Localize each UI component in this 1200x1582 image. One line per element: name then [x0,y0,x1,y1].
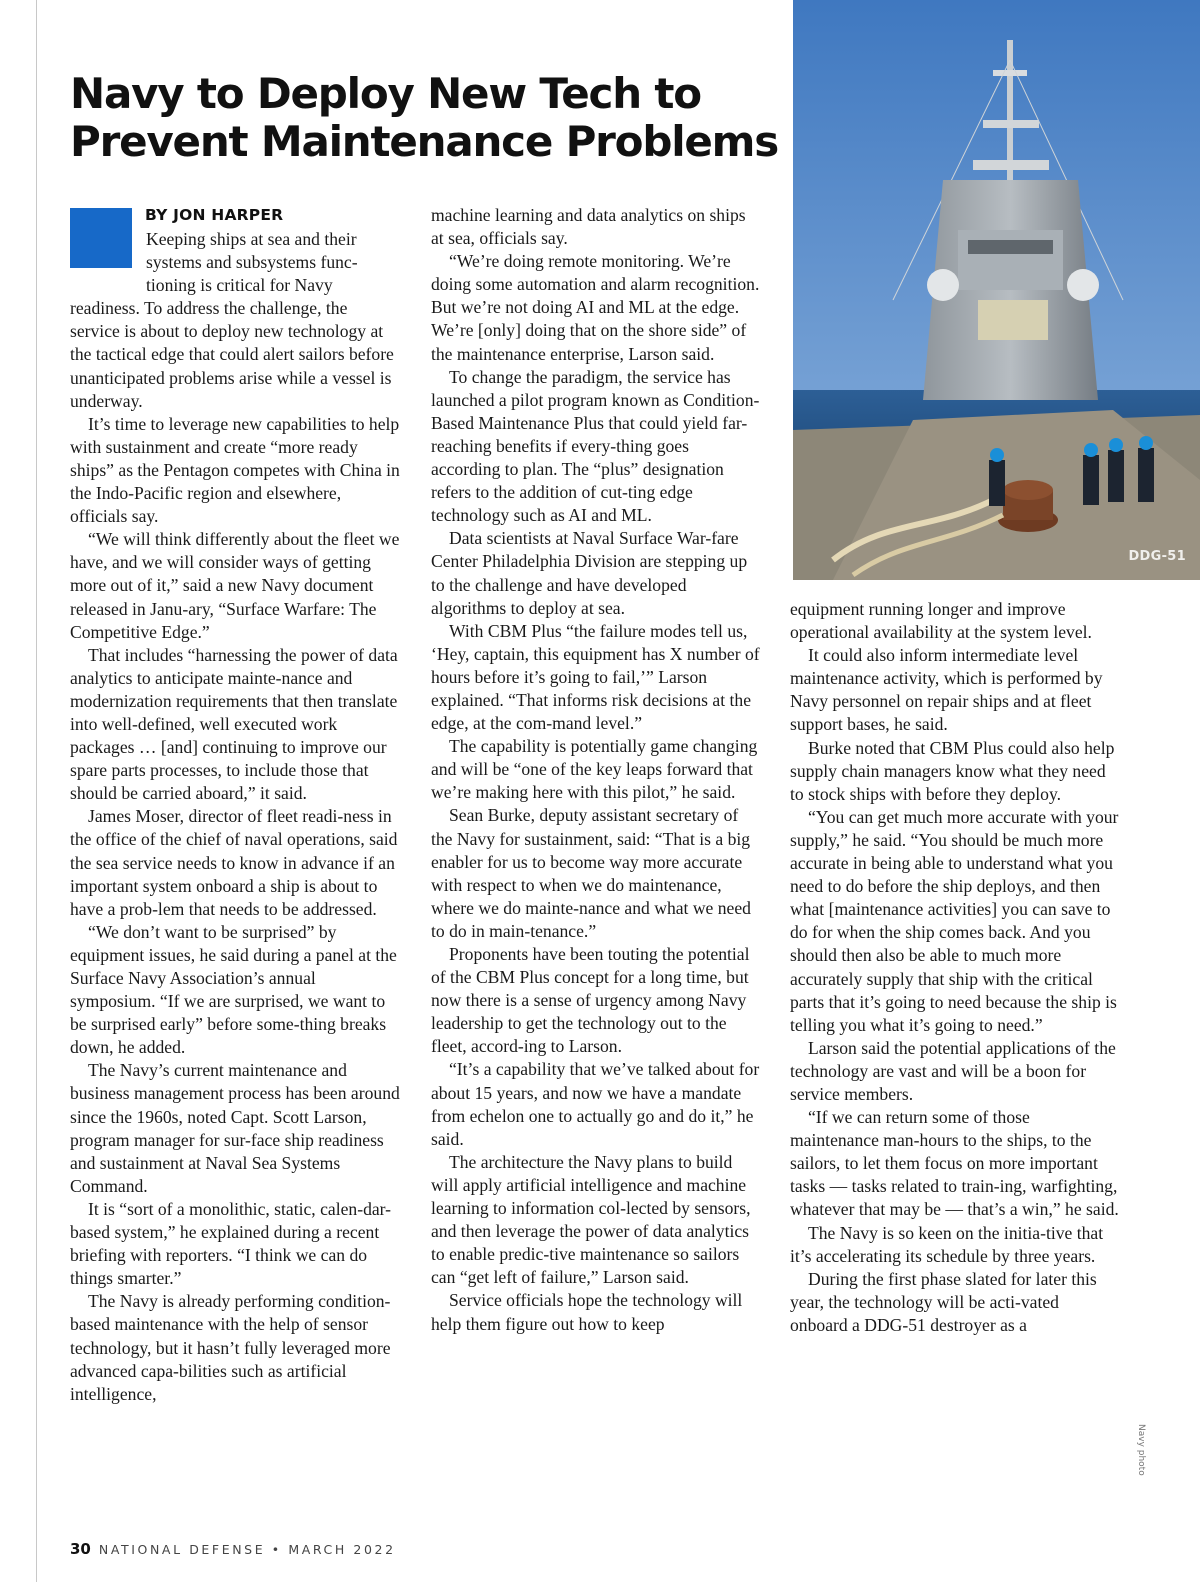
paragraph: Data scientists at Naval Surface War-fare Center Philadelphia Division are stepping up to the challenge and have developed algorithms to deploy at sea. [431,528,748,618]
paragraph: “You can get much more accurate with your supply,” he said. “You should be much more accurate in being able to understand what you need to do before the ship deploys, and then what [maintenance activities] you can save to do for when the ship comes back. And you should then also be able to much more accurately supply that ship with the critical parts that it’s going to need because the ship is telling you what it’s going to need.” [790,806,1119,1035]
ship-illustration [793,0,1200,580]
byline: BY JON HARPER [145,206,284,224]
paragraph: Service officials hope the technology will help them figure out how to keep [431,1290,743,1334]
paragraph: With CBM Plus “the failure modes tell us, ‘Hey, captain, this equipment has X number of hours before it’s going to fail,’” Larson explained. “That informs risk decisions at the edge, at the com-mand level.” [431,620,760,734]
destroyer-photo [793,0,1200,580]
publication-line: NATIONAL DEFENSE • MARCH 2022 [98,1542,396,1557]
article-headline [70,70,785,166]
paragraph: “We’re doing remote monitoring. We’re doing some automation and alarm recognition. But we’re not doing AI and ML at the edge. We’re [only] doing that on the shore side” of the maintenance enterprise, Larson said. [431,251,760,364]
paragraph: During the first phase slated for later this year, the technology will be acti-vated onboard a DDG-51 destroyer as a [790,1268,1097,1335]
paragraph: “If we can return some of those maintenance man-hours to the ships, to the sailors, to let them focus on more important tasks — tasks related to train-ing, warfighting, whatever that may be — that’s a win,” he said. [790,1107,1119,1220]
paragraph: “It’s a capability that we’ve talked about for about 15 years, and now we have a mandate from echelon one to actually go and do it,” he said. [431,1059,760,1149]
page-margin-rule [36,0,37,1582]
paragraph: “We don’t want to be surprised” by equipment issues, he said during a panel at the Surface Navy Association’s annual symposium. “If we are surprised, we want to be surprised early” before some-thing breaks down, he added. [70,921,397,1058]
paragraph: Sean Burke, deputy assistant secretary of the Navy for sustainment, said: “That is a big enabler for us to become way more accurate with respect to when we do maintenance, where we do mainte-nance and what we need to do in main-tenance.” [431,805,751,941]
headline-line-2: Prevent Maintenance Problems [70,117,779,166]
photo-credit: Navy photo [1136,1424,1146,1476]
paragraph: The Navy’s current maintenance and business management process has been around since the 1960s, noted Capt. Scott Larson, program manager for sur-face ship readiness and sustainment at Naval Sea Systems Command. [70,1060,400,1196]
paragraph: James Moser, director of fleet readi-ness in the office of the chief of naval operations, said the sea service needs to know in advance if an important system onboard a ship is about to have a prob-lem that needs to be addressed. [70,806,398,919]
paragraph: The Navy is already performing condition-based maintenance with the help of sensor technology, but it hasn’t fully leveraged more advanced capa-bilities such as artificial intelligence, [70,1291,391,1404]
page-number: 30 [70,1540,91,1558]
paragraph: The capability is potentially game changing and will be “one of the key leaps forward that we’re making here with this pilot,” he said. [431,736,758,803]
paragraph: equipment running longer and improve operational availability at the system level. [790,599,1092,643]
paragraph: Proponents have been touting the potential of the CBM Plus concept for a long time, but now there is a sense of urgency among Navy leadership to get the technology out to the fleet, accord-ing to Larson. [431,944,750,1057]
column-1 [70,228,400,1406]
paragraph: The Navy is so keen on the initia-tive that it’s accelerating its schedule by three years. [790,1222,1104,1266]
paragraph: “We will think differently about the fleet we have, and we will consider ways of getting more out of it,” said a new Navy document released in Janu-ary, “Surface Warfare: The Competitive Edge.” [70,529,400,642]
paragraph: It could also inform intermediate level maintenance activity, which is performed by Navy personnel on repair ships and at fleet support bases, he said. [790,645,1103,735]
paragraph: That includes “harnessing the power of data analytics to anticipate mainte-nance and modernization requirements that then translate into well-defined, well executed work packages … [and] continuing to improve our spare parts processes, to include those that should be carried aboard,” it said. [70,644,398,804]
paragraph: machine learning and data analytics on ships at sea, officials say. [431,205,746,249]
column-2 [431,204,761,1336]
paragraph: The architecture the Navy plans to build will apply artificial intelligence and machine learning to information col-lected by sensors, and then leverage the power of data analytics to enable predic-tive maintenance so sailors can “get left of failure,” Larson said. [431,1151,751,1288]
paragraph: To change the paradigm, the service has launched a pilot program known as Condition-Based Maintenance Plus that could yield far-reaching benefits if every-thing goes according to plan. The “plus” designation refers to the addition of cut-ting edge technology such as AI and ML. [431,366,760,526]
photo-label: DDG-51 [1128,549,1186,564]
headline-line-1: Navy to Deploy New Tech to [70,69,701,118]
column-3 [790,598,1120,1337]
paragraph: It’s time to leverage new capabilities to help with sustainment and create “more ready ships” as the Pentagon competes with China in the Indo-Pacific region and elsewhere, officials say. [70,413,400,527]
paragraph: Larson said the potential applications of the technology are vast and will be a boon for service members. [790,1037,1116,1104]
paragraph: It is “sort of a monolithic, static, calen-dar-based system,” he explained during a recent briefing with reporters. “I think we can do things smarter.” [70,1198,392,1289]
page-footer [70,1540,396,1558]
paragraph [70,228,400,413]
paragraph: Burke noted that CBM Plus could also help supply chain managers know what they need to stock ships with before they deploy. [790,737,1115,804]
drop-cap-block [70,208,132,268]
paragraph-text: Keeping ships at sea and their systems and subsystems func-tioning is critical for Navy readiness. To address the challenge, the service is about to deploy new technology at the tactical edge that could alert sailors before unanticipated problems arise while a vessel is underway. [70,229,394,411]
